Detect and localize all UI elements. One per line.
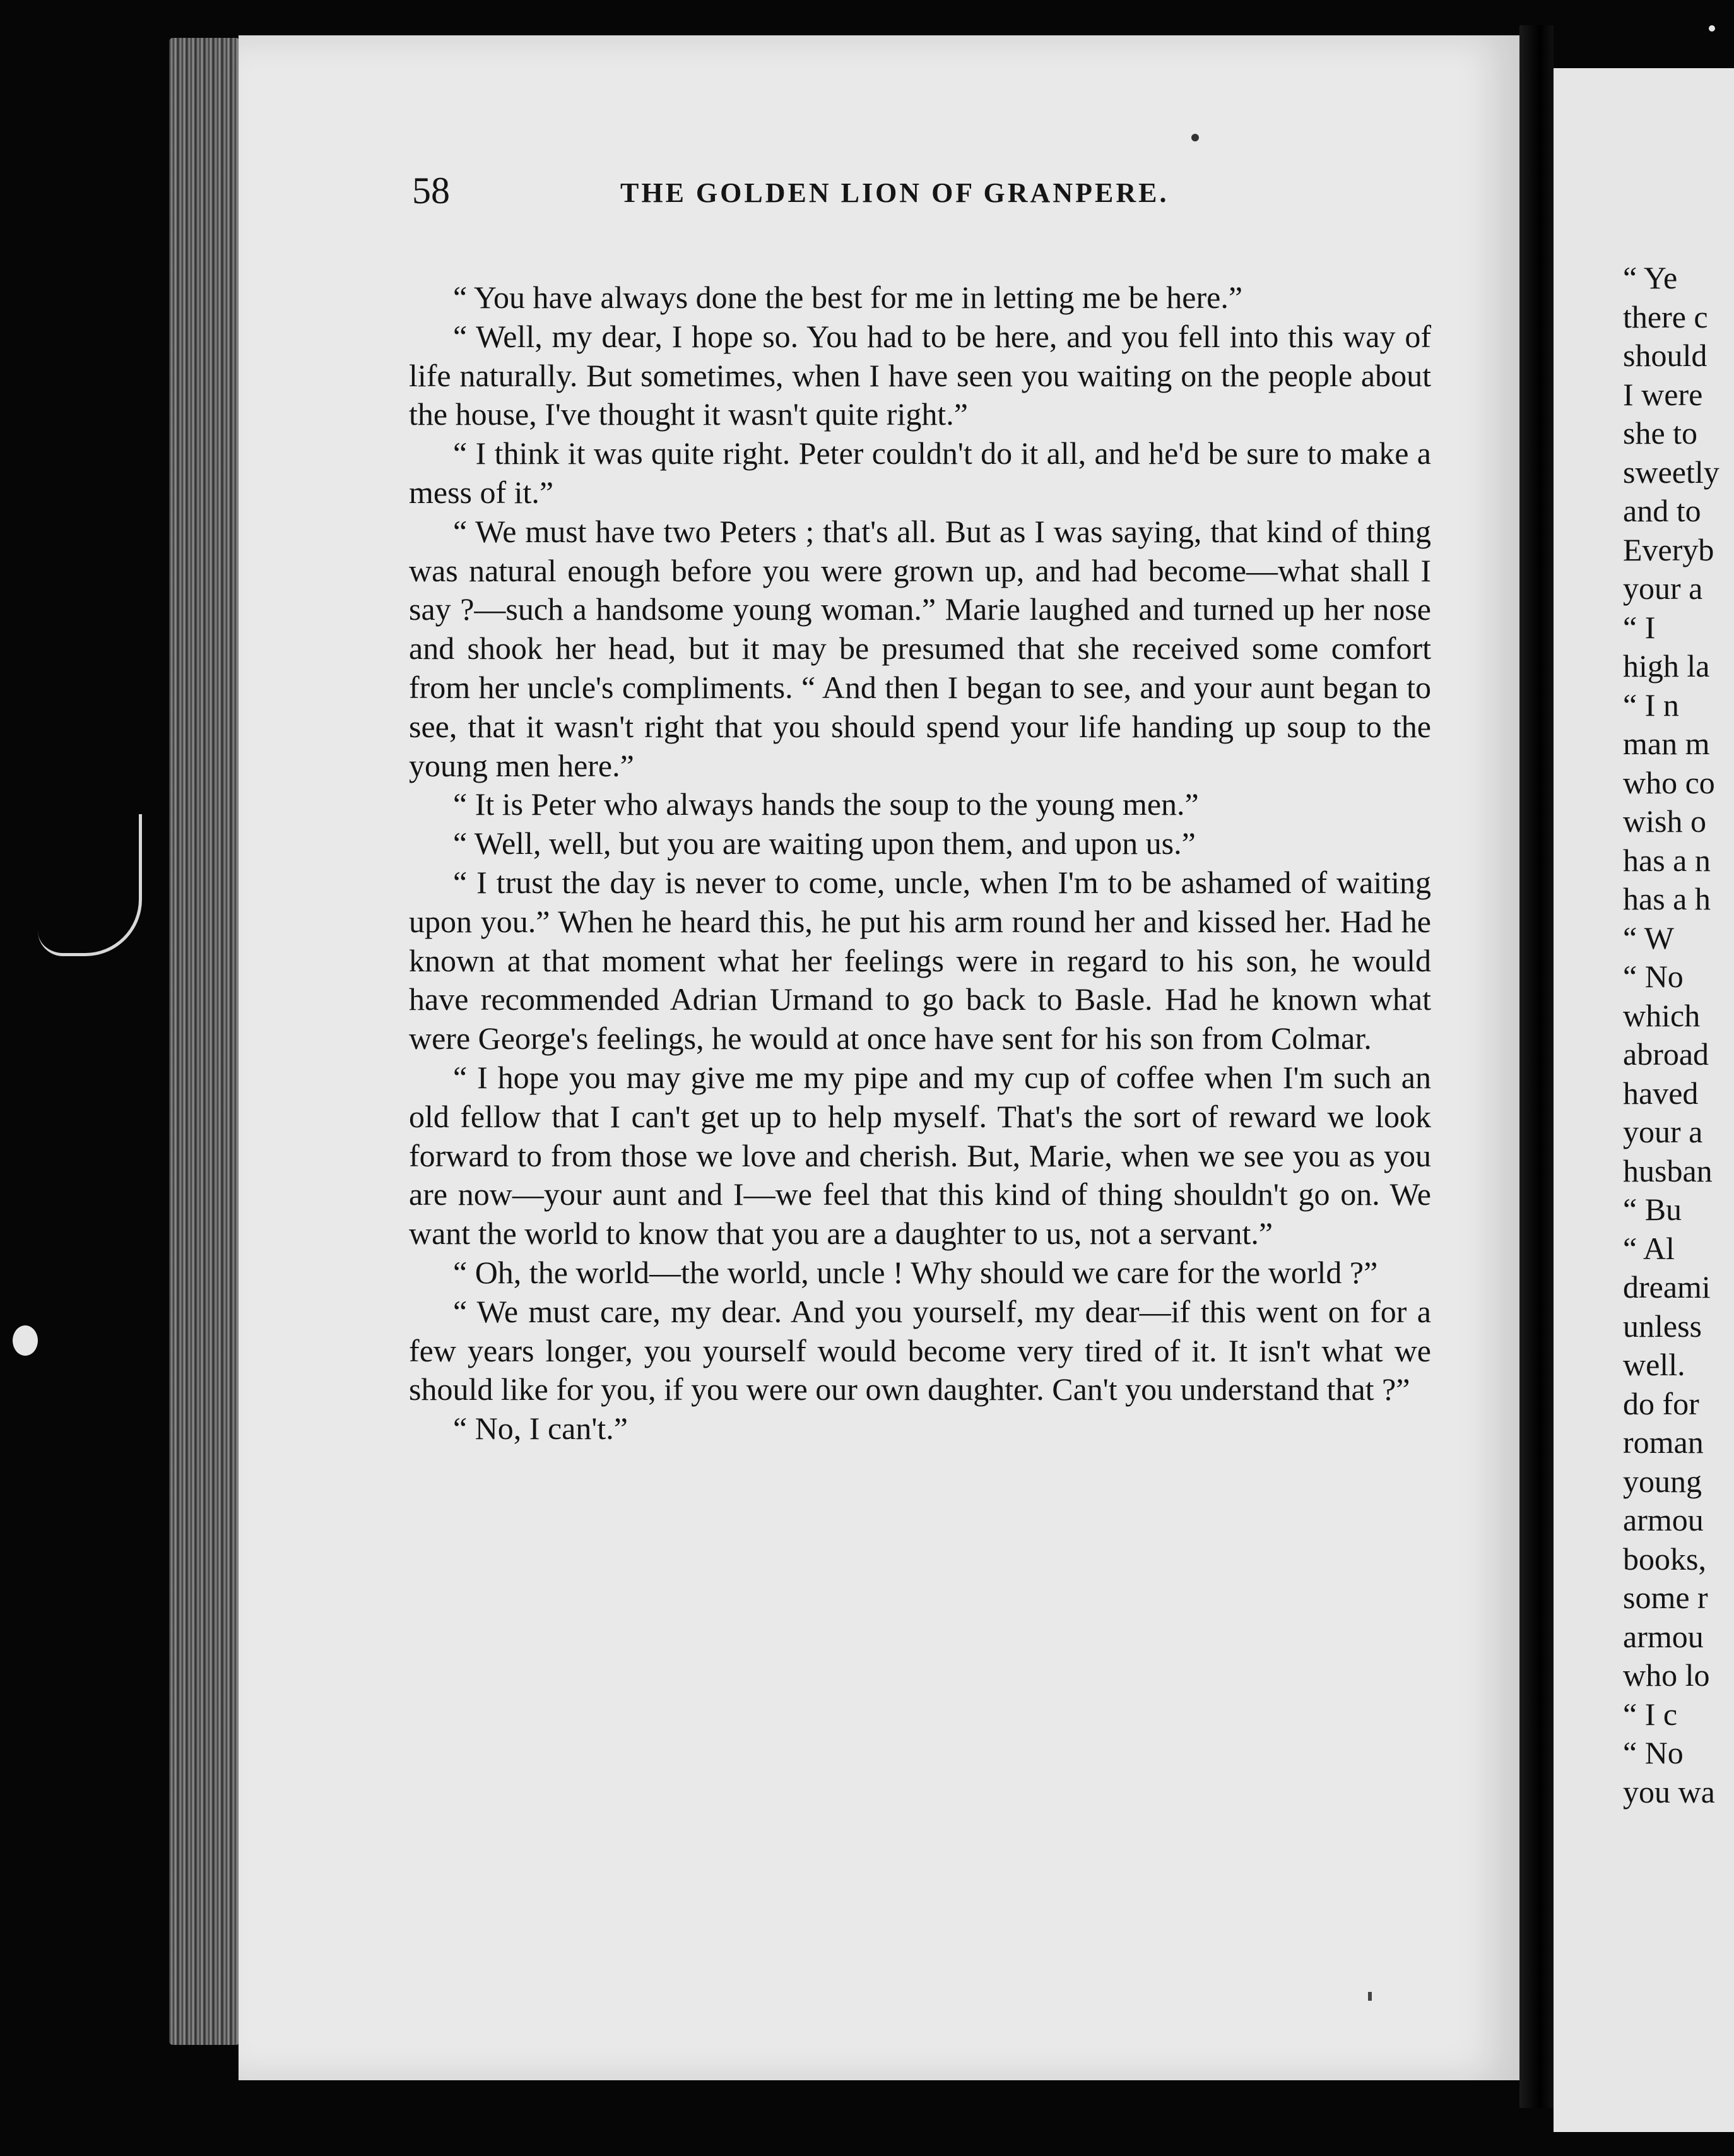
paragraph: “ Oh, the world—the world, uncle ! Why should we care for the world ?” xyxy=(453,1254,1378,1290)
fragment-line: husban xyxy=(1623,1152,1713,1188)
scan-dot xyxy=(1368,1992,1372,2001)
running-title: THE GOLDEN LION OF GRANPERE. xyxy=(620,177,1169,208)
stray-thread-mark xyxy=(38,814,142,956)
fragment-line: “ I n xyxy=(1623,687,1679,723)
fragment-line: haved xyxy=(1623,1075,1699,1111)
fragment-line: high la xyxy=(1623,648,1710,684)
page-number: 58 xyxy=(412,170,450,211)
fragment-line: abroad xyxy=(1623,1036,1709,1072)
fragment-line: Everyb xyxy=(1623,531,1714,567)
fragment-line: has a h xyxy=(1623,881,1711,916)
body-text xyxy=(409,278,1431,1448)
page-header xyxy=(412,169,1381,226)
fragment-line: should xyxy=(1623,338,1707,373)
paragraph: “ We must have two Peters ; that's all. But as I was saying, that kind of thing was natural enough before you were grown up, and had become—what shall I say ?—such a handsome young woman.” Marie laughed and turned up her nose and shook her head, but it may be presumed that she received some comfort from her uncle's compliments. “ And then I began to see, and your aunt began to see, that it wasn't right that you should spend your life handing up soup to the young men here.” xyxy=(409,513,1431,783)
paragraph: “ Well, my dear, I hope so. You had to be here, and you fell into this way of life naturally. But sometimes, when I have seen you waiting on the people about the house, I've thought it wasn't quite right.” xyxy=(409,318,1431,432)
fragment-line: “ No xyxy=(1623,959,1684,994)
fragment-line: she to xyxy=(1623,415,1698,451)
right-page-fragment xyxy=(1554,68,1734,2132)
fragment-line: unless xyxy=(1623,1308,1702,1344)
fragment-line: well. xyxy=(1623,1347,1685,1382)
fragment-line: has a n xyxy=(1623,842,1711,878)
paragraph: “ I trust the day is never to come, uncle, when I'm to be ashamed of waiting upon you.” When he heard this, he put his arm round her and kissed her. Had he known at that moment what her feelings were in regard to his son, he would have recommended Adrian Urmand to go back to Basle. Had he known what were George's feelings, he would at once have sent for his son from Colmar. xyxy=(409,864,1431,1057)
fragment-line: who lo xyxy=(1623,1657,1710,1693)
paragraph: “ Well, well, but you are waiting upon them, and upon us.” xyxy=(453,826,1196,862)
fragment-line: “ I xyxy=(1623,609,1656,645)
left-page xyxy=(239,35,1519,2080)
scan-speck xyxy=(13,1325,38,1356)
fragment-line: some r xyxy=(1623,1580,1708,1615)
fragment-line: and to xyxy=(1623,493,1701,528)
scan-dot xyxy=(1191,134,1199,141)
fragment-line: books, xyxy=(1623,1541,1706,1577)
fragment-line: armou xyxy=(1623,1618,1704,1654)
page-edges xyxy=(169,38,240,2045)
fragment-line: do for xyxy=(1623,1385,1699,1421)
fragment-line: dreami xyxy=(1623,1269,1711,1305)
fragment-line: young xyxy=(1623,1463,1702,1499)
fragment-line: armou xyxy=(1623,1502,1704,1537)
fragment-line: “ Ye xyxy=(1623,260,1678,295)
fragment-line: “ I c xyxy=(1623,1696,1678,1732)
book-gutter xyxy=(1519,25,1554,2108)
paragraph: “ It is Peter who always hands the soup to the young men.” xyxy=(453,786,1199,822)
scan-speck xyxy=(1709,25,1715,32)
fragment-line: “ No xyxy=(1623,1735,1684,1770)
fragment-line: I were xyxy=(1623,376,1703,412)
paragraph: “ I hope you may give me my pipe and my cup of coffee when I'm such an old fellow that I can't get up to help myself. That's the sort of reward we look forward to from those we love and cherish. But, Marie, when we see you as you are now—your aunt and I—we feel that this kind of thing shouldn't go on. We want the world to know that you are a daughter to us, not a servant.” xyxy=(409,1059,1431,1252)
fragment-line: “ Bu xyxy=(1623,1192,1682,1227)
fragment-line: there c xyxy=(1623,299,1708,335)
paragraph: “ I think it was quite right. Peter couldn't do it all, and he'd be sure to make a mess of it.” xyxy=(409,435,1431,510)
fragment-line: “ W xyxy=(1623,920,1674,956)
paragraph: “ No, I can't.” xyxy=(453,1411,628,1447)
paragraph: “ We must care, my dear. And you yourself, my dear—if this went on for a few years longer, you yourself would become very tired of it. It isn't what we should like for you, if you were our own daughter. Can't you understand that ?” xyxy=(409,1293,1431,1407)
fragment-line: your a xyxy=(1623,1114,1703,1149)
fragment-line: your a xyxy=(1623,571,1703,606)
fragment-line: “ Al xyxy=(1623,1230,1675,1266)
fragment-line: man m xyxy=(1623,726,1710,761)
fragment-line: sweetly xyxy=(1623,454,1719,490)
fragment-line: which xyxy=(1623,997,1701,1033)
fragment-line: roman xyxy=(1623,1424,1704,1460)
paragraph: “ You have always done the best for me in letting me be here.” xyxy=(453,280,1243,315)
right-page-text xyxy=(1623,259,1734,1811)
fragment-line: you wa xyxy=(1623,1774,1715,1810)
fragment-line: who co xyxy=(1623,764,1715,800)
fragment-line: wish o xyxy=(1623,803,1706,839)
